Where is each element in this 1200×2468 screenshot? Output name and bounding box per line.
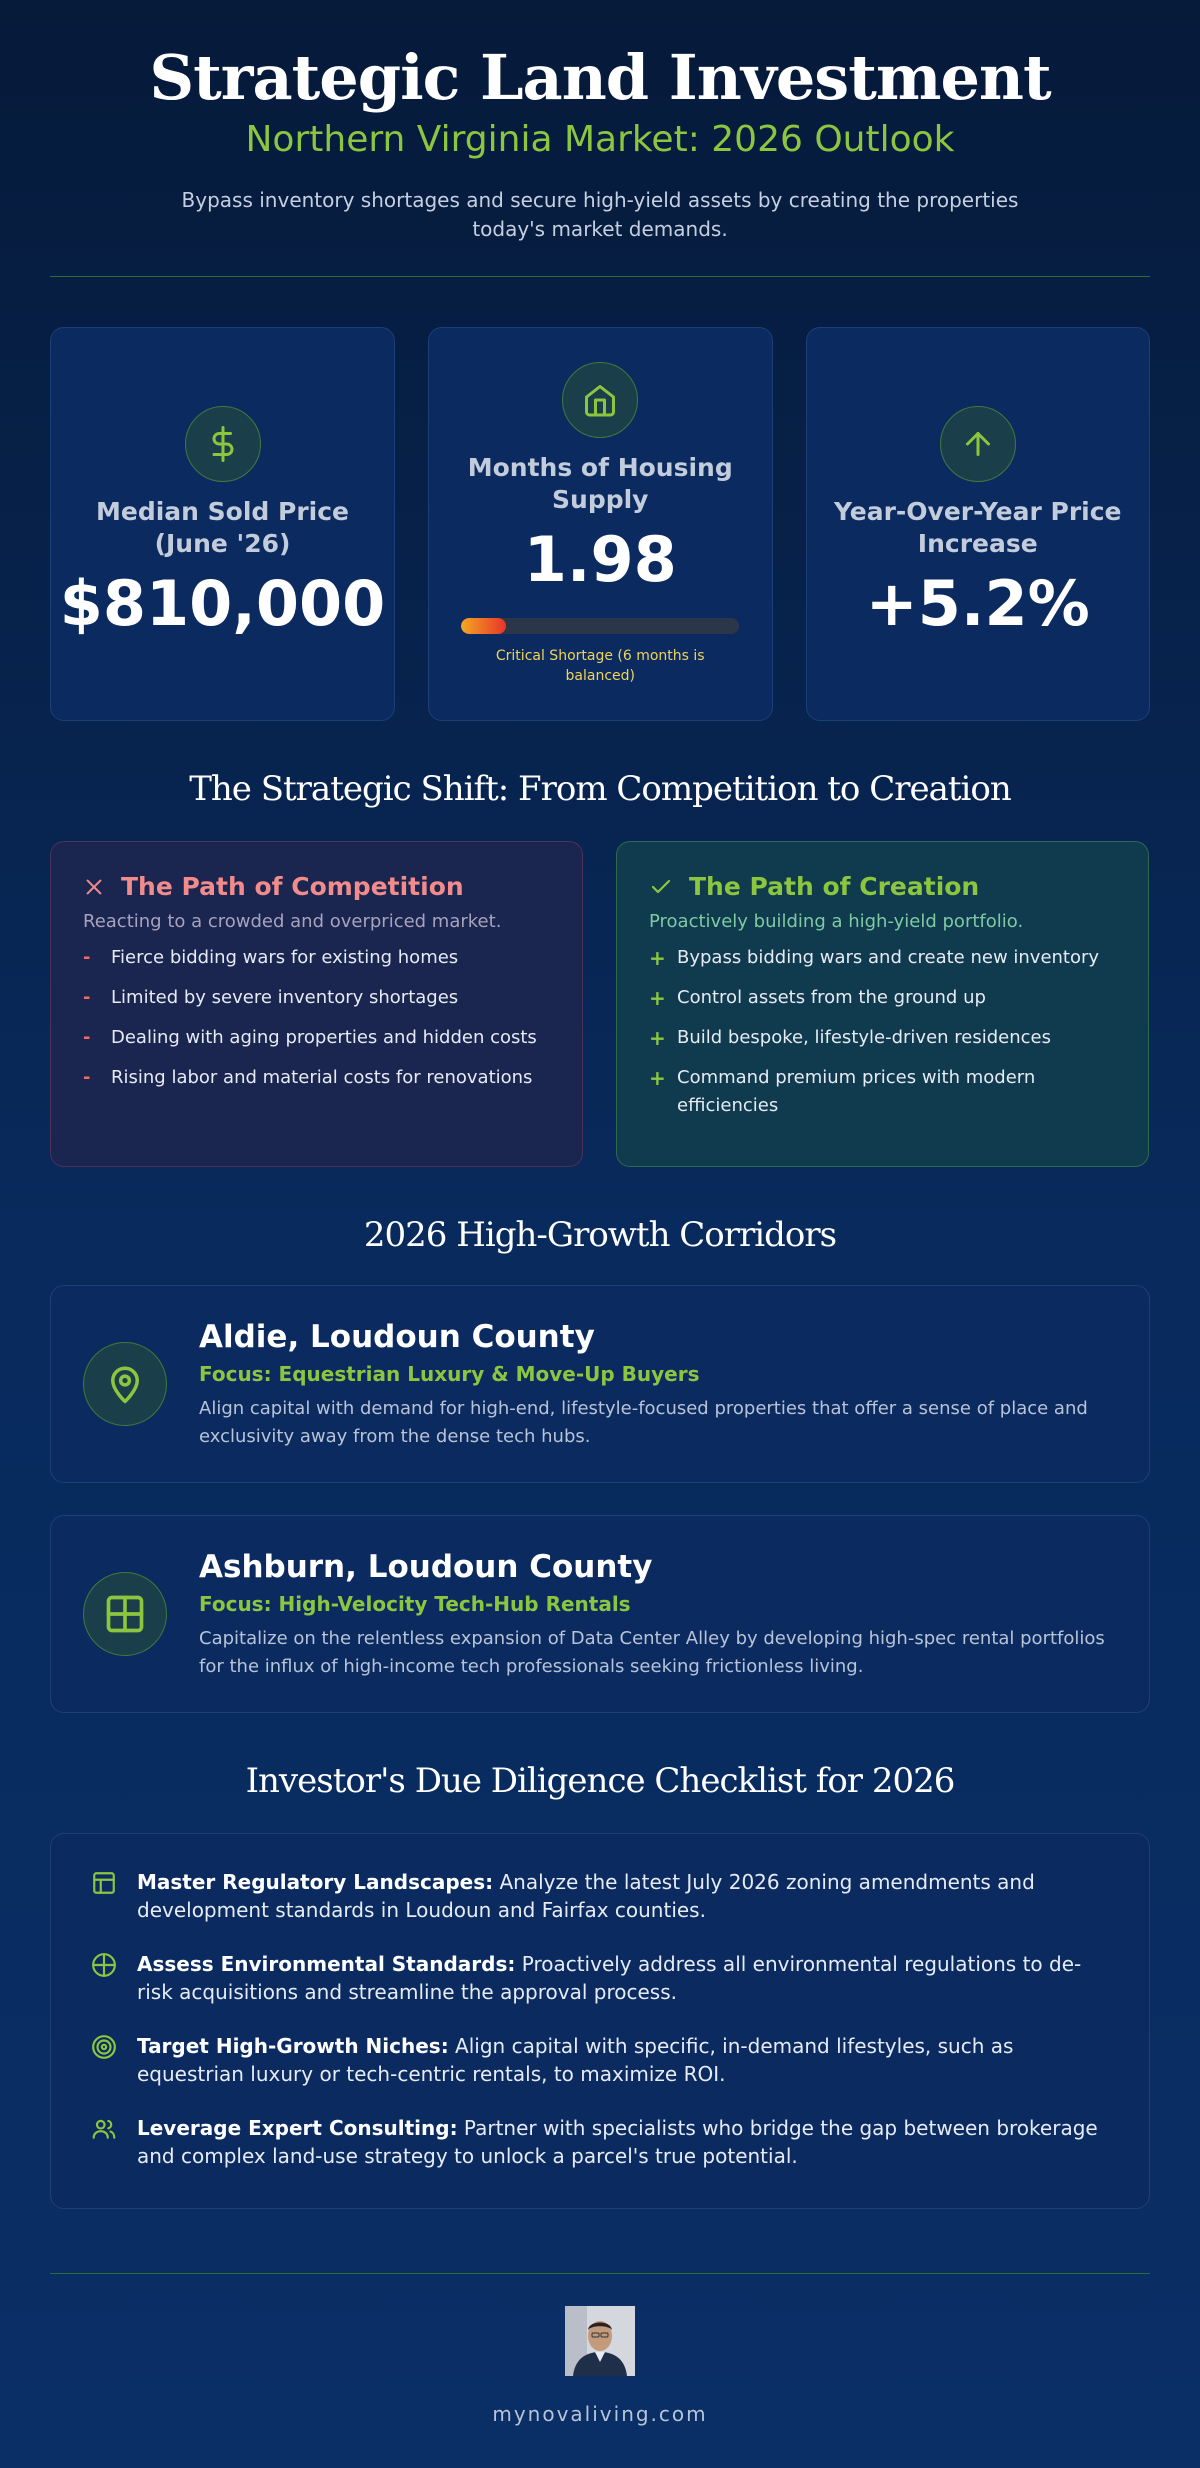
- path-subtitle: Proactively building a high-yield portfolio.: [649, 911, 1024, 932]
- users-icon: [91, 2114, 119, 2170]
- corridor-focus: Focus: High-Velocity Tech-Hub Rentals: [199, 1592, 631, 1616]
- page: [50, 0, 1150, 2426]
- check-icon: [649, 875, 673, 899]
- checklist-item-text: [137, 2114, 1109, 2170]
- path-title: The Path of Creation: [689, 872, 980, 901]
- supply-note: Critical Shortage (6 months is balanced): [495, 648, 705, 684]
- list-item-text: Build bespoke, lifestyle-driven residences: [677, 1027, 1051, 1048]
- house-icon: [562, 362, 638, 438]
- checklist-item: [91, 2114, 1109, 2170]
- checklist-item-text: [137, 1950, 1109, 2006]
- list-item: [83, 984, 550, 1012]
- stat-card-housing-supply: [428, 327, 773, 721]
- list-item: [649, 984, 1116, 1012]
- stat-card-yoy-increase: [806, 327, 1151, 721]
- list-item-text: Fierce bidding wars for existing homes: [111, 947, 459, 968]
- list-item: [83, 1064, 550, 1092]
- checklist-item-heading: Leverage Expert Consulting:: [137, 2116, 458, 2140]
- path-title: The Path of Competition: [121, 872, 464, 901]
- page-title: Strategic Land Investment: [149, 41, 1051, 114]
- list-item: [649, 944, 1116, 972]
- layout-icon: [91, 1868, 119, 1924]
- plus-icon: +: [649, 986, 666, 1010]
- checklist-item: [91, 1950, 1109, 2006]
- competition-list: [83, 944, 550, 1092]
- corridor-card-aldie: [50, 1285, 1150, 1483]
- plus-icon: +: [649, 1066, 666, 1090]
- checklist-item-heading: Target High-Growth Niches:: [137, 2034, 449, 2058]
- list-item-text: Dealing with aging properties and hidden costs: [111, 1027, 537, 1048]
- page-tagline: Bypass inventory shortages and secure high-yield assets by creating the properties today's market demands.: [181, 188, 1019, 241]
- list-item-text: Bypass bidding wars and create new inventory: [677, 947, 1100, 968]
- path-creation-card: [616, 841, 1149, 1167]
- list-item-text: Limited by severe inventory shortages: [111, 987, 459, 1008]
- shift-section-title: The Strategic Shift: From Competition to Creation: [189, 769, 1011, 809]
- plus-icon: +: [649, 1026, 666, 1050]
- plus-icon: +: [649, 946, 666, 970]
- grid-icon: [83, 1572, 167, 1656]
- checklist-item-body: Align capital with specific, in-demand lifestyles, such as equestrian luxury or tech-centric rentals, to maximize ROI.: [137, 2034, 1014, 2086]
- creation-list: [649, 944, 1116, 1120]
- list-item: [83, 944, 550, 972]
- page-subtitle: Northern Virginia Market: 2026 Outlook: [245, 119, 955, 160]
- footer-divider: [50, 2273, 1150, 2274]
- supply-progress-bar: [461, 618, 739, 634]
- list-item: [649, 1024, 1116, 1052]
- path-header: [649, 872, 1116, 901]
- map-pin-icon: [83, 1342, 167, 1426]
- target-icon: [91, 2032, 119, 2088]
- corridor-description: Capitalize on the relentless expansion of Data Center Alley by developing high-spec rental portfolios for the influx of high-income tech professionals seeking frictionless living.: [199, 1628, 1105, 1677]
- path-subtitle: Reacting to a crowded and overpriced market.: [83, 911, 502, 932]
- avatar: [565, 2306, 635, 2376]
- minus-icon: -: [83, 987, 91, 1008]
- list-item-text: Rising labor and material costs for renovations: [111, 1067, 533, 1088]
- corridor-description: Align capital with demand for high-end, lifestyle-focused properties that offer a sense of place and exclusivity away from the dense tech hubs.: [199, 1398, 1088, 1447]
- checklist-item-heading: Master Regulatory Landscapes:: [137, 1870, 494, 1894]
- stat-value: 1.98: [523, 523, 677, 596]
- corridor-title: Ashburn, Loudoun County: [199, 1549, 653, 1585]
- minus-icon: -: [83, 1027, 91, 1048]
- stat-value: $810,000: [59, 567, 386, 640]
- stat-value: +5.2%: [865, 567, 1090, 640]
- footer-url[interactable]: mynovaliving.com: [492, 2402, 708, 2426]
- corridor-focus: Focus: Equestrian Luxury & Move-Up Buyers: [199, 1362, 700, 1386]
- stats-row: [50, 327, 1150, 721]
- checklist-card: [50, 1833, 1150, 2209]
- list-item: [83, 1024, 550, 1052]
- dollar-icon: [185, 406, 261, 482]
- corridor-content: [199, 1547, 1117, 1681]
- minus-icon: -: [83, 947, 91, 968]
- checklist-section-title: Investor's Due Diligence Checklist for 2026: [245, 1761, 955, 1801]
- supply-progress-fill: [461, 618, 505, 634]
- list-item: [649, 1064, 1116, 1120]
- checklist-item-body: Proactively address all environmental regulations to de-risk acquisitions and streamline the approval process.: [137, 1952, 1082, 2004]
- corridor-card-ashburn: [50, 1515, 1150, 1713]
- paths-row: [50, 841, 1150, 1167]
- x-icon: [83, 876, 105, 898]
- checklist-item-text: [137, 1868, 1109, 1924]
- arrow-up-icon: [940, 406, 1016, 482]
- stat-card-median-price: [50, 327, 395, 721]
- stat-label: Year-Over-Year Price Increase: [833, 497, 1122, 558]
- corridors-section-title: 2026 High-Growth Corridors: [363, 1215, 837, 1255]
- header-divider: [50, 276, 1150, 277]
- corridor-title: Aldie, Loudoun County: [199, 1319, 595, 1355]
- stat-label: Median Sold Price (June '26): [95, 497, 349, 558]
- list-item-text: Control assets from the ground up: [677, 987, 986, 1008]
- checklist-item-body: Analyze the latest July 2026 zoning amendments and development standards in Loudoun and Fairfax counties.: [137, 1870, 1035, 1922]
- checklist-item-heading: Assess Environmental Standards:: [137, 1952, 516, 1976]
- stat-label: Months of Housing Supply: [467, 453, 733, 514]
- minus-icon: -: [83, 1067, 91, 1088]
- header: [50, 0, 1150, 244]
- checklist-item-body: Partner with specialists who bridge the gap between brokerage and complex land-use strategy to unlock a parcel's true potential.: [137, 2116, 1098, 2168]
- checklist-item: [91, 1868, 1109, 1924]
- checklist-item-text: [137, 2032, 1109, 2088]
- checklist-item: [91, 2032, 1109, 2088]
- path-competition-card: [50, 841, 583, 1167]
- list-item-text: Command premium prices with modern efficiencies: [677, 1067, 1036, 1116]
- globe-icon: [91, 1950, 119, 2006]
- path-header: [83, 872, 550, 901]
- corridor-content: [199, 1317, 1117, 1451]
